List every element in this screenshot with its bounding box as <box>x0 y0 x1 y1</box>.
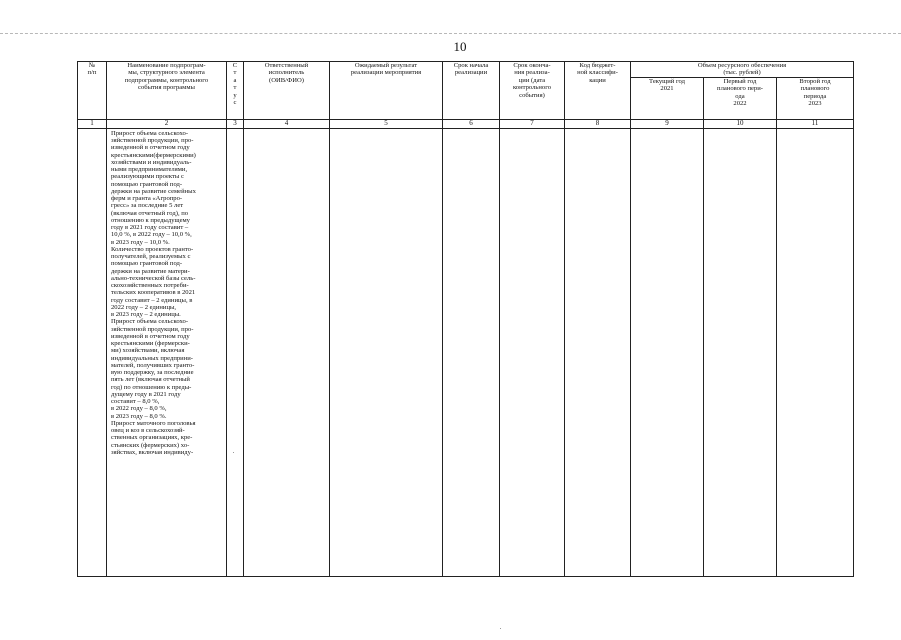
row-budget-code-cell <box>565 128 631 576</box>
row-end-date-cell <box>500 128 565 576</box>
header-first-plan-year: Первый год планового пери- ода 2022 <box>704 77 777 119</box>
scan-speck <box>233 452 234 453</box>
program-table <box>77 61 854 577</box>
column-number: 5 <box>330 119 443 128</box>
header-number: № п/п <box>78 62 107 120</box>
column-number: 6 <box>443 119 500 128</box>
scan-speck <box>500 628 501 629</box>
header-second-plan-year: Второй год планового периода 2023 <box>777 77 854 119</box>
column-number-row <box>78 119 854 128</box>
header-budget-code: Код бюджет- ной классифи- кации <box>565 62 631 120</box>
header-current-year: Текущий год 2021 <box>631 77 704 119</box>
page-number: 10 <box>453 39 467 54</box>
column-number: 2 <box>107 119 227 128</box>
header-responsible: Ответственный исполнитель (ОИВ/ФИО) <box>244 62 330 120</box>
header-start-date: Срок начала реализации <box>443 62 500 120</box>
column-number: 3 <box>227 119 244 128</box>
column-number: 1 <box>78 119 107 128</box>
column-number: 8 <box>565 119 631 128</box>
row-description: Прирост объема сельскохо- зяйственной продукции, про- изведенной в отчетном году крестьянскими(фермерскими) хозяйствами и индивидуаль- ными предпринимателями, реализующими проекты с помощью грантовой под- держки на развитие семейных ферм и гранта «Агропро- гресс» за последние 5 лет (включая отчетный год), по отношению к предыдущему году в 2021 году составит – 10,0 %, в 2022 году – 10,0 %, в 2023 году – 10,0 %. Количество проектов гранто- получателей, реализуемых с помощью грантовой под- держки на развитие матери- ально-технической базы сель- скохозяйственных потреби- тельских кооперативов в 2021 году составит – 2 единицы, в 2022 году – 2 единицы, в 2023 году – 2 единицы. Прирост объема сельскохо- зяйственной продукции, про- изведенной в отчетном году крестьянскими (фермерски- ми) хозяйствами, включая индивидуальных предприни- мателей, получивших гранто- вую поддержку, за последние пять лет (включая отчетный год) по отношению к преды- дущему году в 2021 году составит – 8,0 %, в 2022 году – 8,0 %, в 2023 году – 8,0 %. Прирост маточного поголовья овец и коз в сельскохозяй- ственных организациях, кре- стьянских (фермерских) хо- зяйствах, включая индивиду- <box>107 128 227 576</box>
column-number: 10 <box>704 119 777 128</box>
header-expected-result: Ожидаемый результат реализации мероприятия <box>330 62 443 120</box>
scan-edge-line <box>0 33 901 34</box>
row-second-plan-year-cell <box>777 128 854 576</box>
table-row <box>78 128 854 576</box>
column-number: 4 <box>244 119 330 128</box>
column-number: 9 <box>631 119 704 128</box>
row-start-date-cell <box>443 128 500 576</box>
row-responsible-cell <box>244 128 330 576</box>
row-current-year-cell <box>631 128 704 576</box>
header-resources: Объем ресурсного обеспечения (тыс. рублей) <box>631 62 854 78</box>
row-expected-result-cell <box>330 128 443 576</box>
header-name: Наименование подпрограм- мы, структурного элемента подпрограммы, контрольного события программы <box>107 62 227 120</box>
header-end-date: Срок оконча- ния реализа- ции (дата контрольного события) <box>500 62 565 120</box>
header-status: С т а т у с <box>227 62 244 120</box>
column-number: 11 <box>777 119 854 128</box>
column-number: 7 <box>500 119 565 128</box>
row-status-cell <box>227 128 244 576</box>
row-number-cell <box>78 128 107 576</box>
row-first-plan-year-cell <box>704 128 777 576</box>
